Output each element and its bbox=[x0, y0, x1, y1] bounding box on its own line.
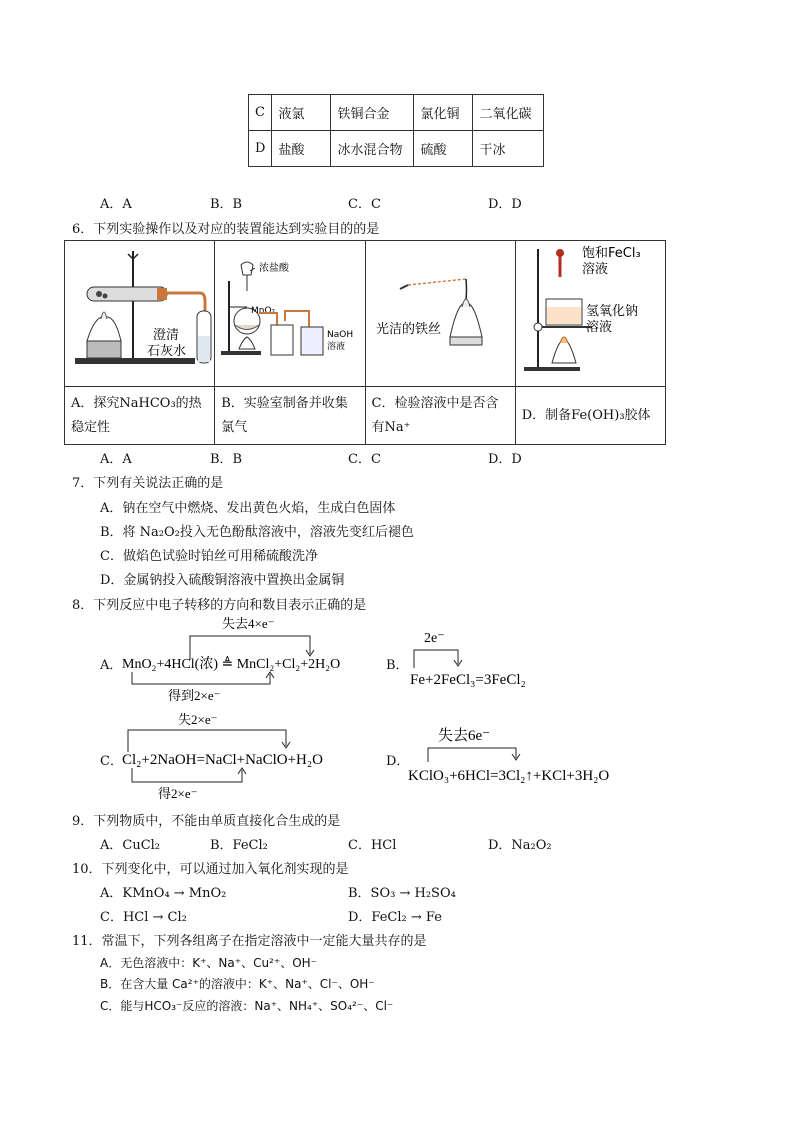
option-a[interactable]: A．CuCl₂ bbox=[100, 838, 161, 853]
option-a[interactable]: A．钠在空气中燃烧、发出黄色火焰，生成白色固体 bbox=[100, 501, 396, 516]
equation-c bbox=[118, 708, 378, 804]
option-d[interactable]: D．Na₂O₂ bbox=[488, 838, 552, 853]
row-label: C bbox=[249, 95, 272, 131]
electron-transfer-label: 得到2×e⁻ bbox=[168, 688, 221, 703]
electron-transfer-label: 失2×e⁻ bbox=[178, 712, 218, 727]
option-c[interactable]: C．HCl bbox=[348, 838, 397, 853]
table-row bbox=[249, 131, 544, 167]
q10-stem: 10．下列变化中，可以通过加入氧化剂实现的是 bbox=[72, 862, 349, 877]
limewater-label: 澄清 bbox=[153, 328, 180, 343]
q11-stem: 11．常温下，下列各组离子在指定溶液中一定能大量共存的是 bbox=[72, 934, 427, 949]
option-c[interactable]: C．HCl → Cl₂ bbox=[100, 910, 187, 925]
option-b[interactable]: B．B bbox=[210, 452, 243, 467]
equation-text: MnO₂+4HCl(浓) ≜ MnCl₂+Cl₂+2H₂O bbox=[122, 657, 341, 672]
heating-tube-diagram bbox=[65, 241, 225, 382]
colloid-prep-diagram bbox=[516, 241, 662, 382]
option-a[interactable]: A．A bbox=[100, 197, 132, 212]
option-d[interactable]: D．金属钠投入硫酸铜溶液中置换出金属铜 bbox=[100, 573, 345, 588]
electron-transfer-label: 2e⁻ bbox=[424, 631, 445, 646]
option-c[interactable]: C．C bbox=[348, 452, 381, 467]
apparatus-a bbox=[65, 241, 215, 387]
table-cell: 二氧化碳 bbox=[473, 95, 544, 131]
equation-d bbox=[404, 722, 676, 788]
equation-text: Fe+2FeCl₃=3FeCl₂ bbox=[410, 672, 526, 688]
option-cell-b: B．实验室制备并收集氯气 bbox=[215, 387, 365, 445]
chlorine-prep-diagram bbox=[215, 241, 372, 382]
q6-stem: 6．下列实验操作以及对应的装置能达到实验目的的是 bbox=[72, 222, 380, 237]
option-c[interactable]: C．C bbox=[348, 197, 381, 212]
equation-text: Cl₂+2NaOH=NaCl+NaClO+H₂O bbox=[122, 752, 323, 768]
option-c[interactable]: C． bbox=[100, 754, 123, 769]
q9-stem: 9．下列物质中，不能由单质直接化合生成的是 bbox=[72, 814, 341, 829]
option-b[interactable]: B．在含大量 Ca²⁺的溶液中：K⁺、Na⁺、Cl⁻、OH⁻ bbox=[100, 977, 375, 991]
option-cell-a: A．探究NaHCO₃的热稳定性 bbox=[65, 387, 215, 445]
q8-stem: 8．下列反应中电子转移的方向和数目表示正确的是 bbox=[72, 598, 367, 613]
row-label: D bbox=[249, 131, 272, 167]
apparatus-b bbox=[215, 241, 365, 387]
option-c[interactable]: C．能与HCO₃⁻反应的溶液：Na⁺、NH₄⁺、SO₄²⁻、Cl⁻ bbox=[100, 999, 394, 1013]
naoh-label: 溶液 bbox=[327, 342, 346, 352]
classification-table bbox=[248, 94, 544, 167]
acid-label: 浓盐酸 bbox=[259, 263, 290, 274]
flame-test-diagram bbox=[366, 241, 498, 382]
option-d[interactable]: D．D bbox=[488, 197, 522, 212]
wire-label: 光洁的铁丝 bbox=[375, 322, 441, 337]
option-a[interactable]: A．A bbox=[100, 452, 132, 467]
apparatus-d bbox=[515, 241, 665, 387]
naoh-solution-label: 溶液 bbox=[585, 320, 612, 335]
fecl3-label: 溶液 bbox=[581, 262, 608, 277]
option-a[interactable]: A．无色溶液中：K⁺、Na⁺、Cu²⁺、OH⁻ bbox=[100, 956, 318, 970]
table-cell: 氯化铜 bbox=[414, 95, 473, 131]
electron-transfer-label: 得2×e⁻ bbox=[158, 786, 198, 801]
option-a[interactable]: A．KMnO₄ → MnO₂ bbox=[100, 886, 227, 901]
fecl3-label: 饱和FeCl₃ bbox=[581, 246, 641, 261]
table-cell: 盐酸 bbox=[272, 131, 331, 167]
q7-stem: 7．下列有关说法正确的是 bbox=[72, 476, 224, 491]
option-d[interactable]: D．D bbox=[488, 452, 522, 467]
equation-text: KClO₃+6HCl=3Cl₂↑+KCl+3H₂O bbox=[408, 768, 610, 784]
table-cell: 硫酸 bbox=[414, 131, 473, 167]
option-b[interactable]: B．将 Na₂O₂投入无色酚酞溶液中，溶液先变红后褪色 bbox=[100, 525, 414, 540]
naoh-solution-label: 氢氧化钠 bbox=[585, 304, 638, 319]
table-row bbox=[249, 95, 544, 131]
option-b[interactable]: B． bbox=[386, 658, 409, 673]
option-a[interactable]: A． bbox=[100, 658, 123, 673]
option-b[interactable]: B．FeCl₂ bbox=[210, 838, 268, 853]
experiment-table bbox=[64, 240, 666, 445]
table-cell: 铁铜合金 bbox=[331, 95, 414, 131]
table-cell: 液氯 bbox=[272, 95, 331, 131]
option-d[interactable]: D． bbox=[386, 754, 410, 769]
electron-transfer-label: 失去6e⁻ bbox=[438, 728, 491, 744]
option-b[interactable]: B．B bbox=[210, 197, 243, 212]
option-d[interactable]: D．FeCl₂ → Fe bbox=[348, 910, 442, 925]
table-cell: 干冰 bbox=[473, 131, 544, 167]
option-cell-d: D．制备Fe(OH)₃胶体 bbox=[515, 387, 665, 445]
naoh-label: NaOH bbox=[327, 330, 354, 340]
limewater-label: 石灰水 bbox=[147, 344, 187, 359]
option-c[interactable]: C．做焰色试验时铂丝可用稀硫酸洗净 bbox=[100, 549, 318, 564]
apparatus-c bbox=[365, 241, 515, 387]
table-cell: 冰水混合物 bbox=[331, 131, 414, 167]
electron-transfer-label: 失去4×e⁻ bbox=[222, 616, 275, 631]
mno2-label: MnO₂ bbox=[251, 306, 276, 316]
option-cell-c: C．检验溶液中是否含有Na⁺ bbox=[365, 387, 515, 445]
option-b[interactable]: B．SO₃ → H₂SO₄ bbox=[348, 886, 456, 901]
equation-b bbox=[404, 624, 564, 694]
equation-a bbox=[118, 614, 388, 706]
